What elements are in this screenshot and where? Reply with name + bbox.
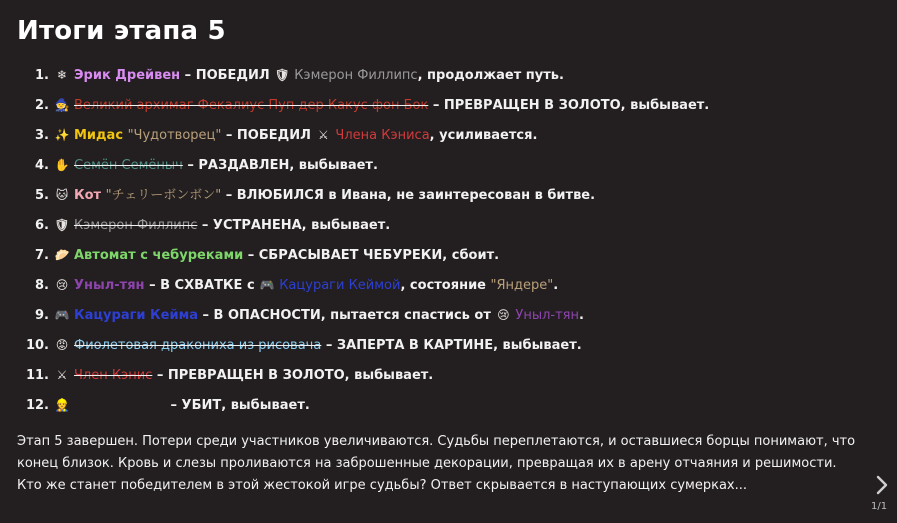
state-label: "Яндере" [490, 278, 554, 293]
contestant-name: Мидас [74, 128, 124, 143]
opponent-name: Кэмерон Филлипс [294, 68, 418, 83]
contestant-name: Фиолетовая дракониха из рисовача [74, 338, 322, 353]
outcome-text: – ПРЕВРАЩЕН В ЗОЛОТО, выбывает. [428, 98, 710, 113]
page-title: Итоги этапа 5 [17, 16, 226, 46]
item-number: 4. [35, 158, 49, 173]
dumpling-icon: 🥟 [54, 248, 70, 262]
result-item [0, 364, 433, 386]
outcome-text: – СБРАСЫВАЕТ ЧЕБУРЕКИ, сбоит. [243, 248, 500, 263]
contestant-name: Эрик Дрейвен [74, 68, 181, 83]
cat-face-icon: 🐱 [55, 188, 69, 202]
contestant-name: Кацураги Кейма [74, 308, 198, 323]
eliminated-entry [54, 98, 428, 113]
contestant-name: Кэмерон Филлипс [74, 218, 198, 233]
gamepad-icon: 🎮 [259, 278, 275, 292]
eliminated-entry [54, 368, 152, 383]
item-number: 2. [35, 98, 49, 113]
outcome-text: – В ОПАСНОСТИ, пытается спастись от [197, 308, 496, 323]
outcome-detail: . [578, 308, 584, 323]
outcome-text: – ПОБЕДИЛ [180, 68, 275, 83]
result-item [0, 214, 390, 236]
contestant-name: Член Кэнис [74, 368, 153, 383]
outcome-text: – УСТРАНЕНА, выбывает. [197, 218, 391, 233]
contestant-nickname: "Чудотворец" [127, 128, 222, 143]
result-item [0, 64, 564, 86]
result-item [0, 334, 582, 356]
result-item [0, 124, 537, 146]
opponent-name: Кацураги Кеймой [279, 278, 401, 293]
eliminated-entry [54, 398, 166, 413]
result-item [0, 394, 310, 416]
contestant-name: Семён Семёныч [74, 158, 183, 173]
contestant-name: Автомат с чебуреками [74, 248, 244, 263]
item-number: 3. [35, 128, 49, 143]
page-indicator: 1/1 [871, 501, 888, 512]
entry [54, 128, 221, 143]
outcome-text: – УБИТ, выбывает. [166, 398, 310, 413]
sad-face-icon: 😢 [55, 278, 69, 292]
angry-face-icon: 😡 [55, 338, 69, 352]
outcome-text: – ПРЕВРАЩЕН В ЗОЛОТО, выбывает. [152, 368, 434, 383]
shield-mask-icon: 🛡 [54, 218, 70, 232]
outcome-detail: , усиливается. [429, 128, 538, 143]
item-number: 7. [35, 248, 49, 263]
entry [54, 68, 180, 83]
result-item [0, 274, 558, 296]
contestant-name: Уныл-тян [74, 278, 145, 293]
result-item [0, 154, 378, 176]
opponent-name: Члена Кэниса [335, 128, 430, 143]
outcome-text: – ПОБЕДИЛ [221, 128, 316, 143]
next-page-button[interactable] [872, 474, 892, 500]
outcome-end: . [553, 278, 559, 293]
result-item [0, 244, 499, 266]
entry [54, 278, 145, 293]
opponent-name: Уныл-тян [515, 308, 579, 323]
contestant-nickname: "チェリーボンボン" [105, 188, 222, 203]
worker-icon: 👷 [54, 398, 70, 412]
result-item [0, 184, 595, 206]
entry [54, 308, 198, 323]
item-number: 10. [25, 338, 49, 353]
crossed-swords-icon: ⚔ [318, 128, 329, 142]
sparkles-icon: ✨ [54, 128, 70, 142]
item-number: 11. [25, 368, 49, 383]
result-item [0, 94, 709, 116]
item-number: 8. [35, 278, 49, 293]
item-number: 5. [35, 188, 49, 203]
entry [54, 248, 243, 263]
snowflake-icon: ❄ [56, 68, 68, 82]
contestant-name: Кот [74, 188, 102, 203]
entry [54, 188, 221, 203]
eliminated-entry [54, 338, 321, 353]
outcome-text: – ВЛЮБИЛСЯ в Ивана, не заинтересован в битве. [221, 188, 596, 203]
stage-summary: Этап 5 завершен. Потери среди участников увеличиваются. Судьбы переплетаются, и оставшиеся борцы понимают, что конец близок. Кровь и слезы проливаются на заброшенные декорации, превращая их в арену отчаяния и решимости. Кто же станет победителем в этой жестокой игре судьбы? Ответ скрывается в наступающих сумерках... [17, 434, 856, 493]
outcome-detail: , продолжает путь. [417, 68, 564, 83]
sad-face-icon: 😢 [497, 308, 510, 322]
outcome-text: – РАЗДАВЛЕН, выбывает. [182, 158, 378, 173]
item-number: 9. [35, 308, 49, 323]
gamepad-icon: 🎮 [54, 308, 70, 322]
wizard-icon: 🧙 [54, 98, 70, 112]
item-number: 1. [35, 68, 49, 83]
item-number: 12. [25, 398, 49, 413]
eliminated-entry [54, 158, 183, 173]
shield-mask-icon: 🛡 [274, 68, 290, 82]
chevron-right-icon [874, 474, 890, 496]
result-item [0, 304, 584, 326]
item-number: 6. [35, 218, 49, 233]
contestant-name: Великий архимаг Фекалиус Пуп дер Какус фон Бок [74, 98, 429, 113]
outcome-detail: , состояние [400, 278, 491, 293]
crossed-swords-icon: ⚔ [56, 368, 68, 382]
raised-hand-icon: ✋ [54, 158, 70, 172]
eliminated-entry [54, 218, 197, 233]
outcome-text: – ЗАПЕРТА В КАРТИНЕ, выбывает. [321, 338, 582, 353]
outcome-text: – В СХВАТКЕ с [144, 278, 260, 293]
